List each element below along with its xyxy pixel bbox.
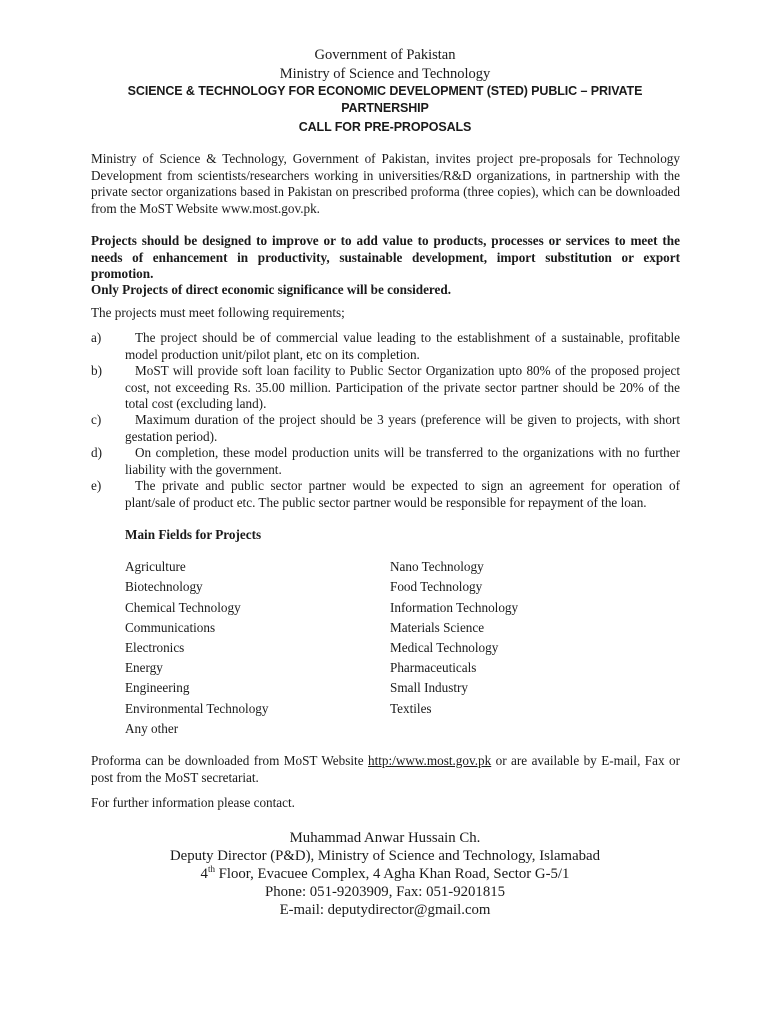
proforma-paragraph bbox=[91, 753, 680, 786]
requirement-text: The project should be of commercial value leading to the establishment of a sustainable, profitable model production unit/pilot plant, etc on its completion. bbox=[125, 330, 680, 362]
field-item: Any other bbox=[125, 721, 179, 736]
contact-name: Muhammad Anwar Hussain Ch. bbox=[289, 830, 481, 846]
field-item: Engineering bbox=[125, 680, 190, 695]
proforma-text: Proforma can be downloaded from MoST Website bbox=[91, 753, 368, 768]
floor-number: 4 bbox=[200, 866, 208, 882]
contact-address bbox=[0, 865, 770, 883]
floor-suffix: th bbox=[207, 864, 215, 875]
field-item: Energy bbox=[125, 660, 163, 675]
requirement-text: On completion, these model production units will be transferred to the organizations with no further liability with the government. bbox=[125, 445, 680, 477]
field-item: Textiles bbox=[390, 701, 432, 716]
address-text: Floor, Evacuee Complex, 4 Agha Khan Road, Sector G-5/1 bbox=[214, 866, 570, 882]
requirement-label: c) bbox=[91, 412, 102, 427]
field-item: Nano Technology bbox=[390, 559, 484, 574]
field-item: Chemical Technology bbox=[125, 600, 241, 615]
contact-position: Deputy Director (P&D), Ministry of Science and Technology, Islamabad bbox=[169, 848, 601, 864]
field-item: Biotechnology bbox=[125, 579, 203, 594]
contact-phone: Phone: 051-9203909, Fax: 051-9201815 bbox=[264, 884, 506, 900]
requirement-label: a) bbox=[91, 330, 102, 345]
field-item: Agriculture bbox=[125, 559, 186, 574]
emphasis-paragraph: Projects should be designed to improve or to add value to products, processes or services to meet the needs of enhancement in productivity, sustainable development, import substitution or export promotion. bbox=[91, 233, 680, 281]
requirement-text: MoST will provide soft loan facility to Public Sector Organization upto 80% of the proposed project cost, not exceeding Rs. 35.00 million. Participation of the private sector partner should be 20% of the total cost (excluding land). bbox=[125, 363, 680, 411]
contact-email: E-mail: deputydirector@gmail.com bbox=[279, 902, 491, 918]
government-line: Government of Pakistan bbox=[314, 47, 456, 63]
requirement-label: d) bbox=[91, 445, 102, 460]
ministry-line: Ministry of Science and Technology bbox=[279, 66, 491, 82]
field-item: Food Technology bbox=[390, 579, 483, 594]
proforma-text-cont: or are available by E-mail, Fax or post from the MoST secretariat. bbox=[91, 753, 680, 785]
field-item: Information Technology bbox=[390, 600, 519, 615]
field-item: Small Industry bbox=[390, 680, 469, 695]
intro-paragraph: Ministry of Science & Technology, Government of Pakistan, invites project pre-proposals for Technology Development from scientists/researchers working in universities/R&D organizations, in partnership with the private sector organizations based in Pakistan on prescribed proforma (three copies), which can be downloaded from the MoST Website www.most.gov.pk. bbox=[91, 151, 680, 216]
document-title: SCIENCE & TECHNOLOGY FOR ECONOMIC DEVELOPMENT (STED) PUBLIC – PRIVATE bbox=[127, 84, 643, 98]
requirement-label: b) bbox=[91, 363, 102, 378]
significance-note: Only Projects of direct economic significance will be considered. bbox=[91, 282, 452, 297]
field-item: Pharmaceuticals bbox=[390, 660, 477, 675]
field-item: Environmental Technology bbox=[125, 701, 269, 716]
website-link[interactable]: http:/www.most.gov.pk bbox=[368, 753, 492, 768]
fields-heading: Main Fields for Projects bbox=[125, 527, 262, 542]
requirements-intro: The projects must meet following requirements; bbox=[91, 305, 345, 320]
requirement-text: Maximum duration of the project should be 3 years (preference will be given to projects, with short gestation period). bbox=[125, 412, 680, 444]
further-info: For further information please contact. bbox=[91, 795, 295, 810]
call-heading: CALL FOR PRE-PROPOSALS bbox=[298, 120, 472, 134]
requirement-label: e) bbox=[91, 478, 102, 493]
field-item: Materials Science bbox=[390, 620, 485, 635]
field-item: Electronics bbox=[125, 640, 185, 655]
field-item: Medical Technology bbox=[390, 640, 499, 655]
field-item: Communications bbox=[125, 620, 216, 635]
requirement-text: The private and public sector partner would be expected to sign an agreement for operation of plant/sale of product etc. The public sector partner would be responsible for repayment of the loan. bbox=[125, 478, 680, 510]
document-title-cont: PARTNERSHIP bbox=[341, 101, 429, 115]
